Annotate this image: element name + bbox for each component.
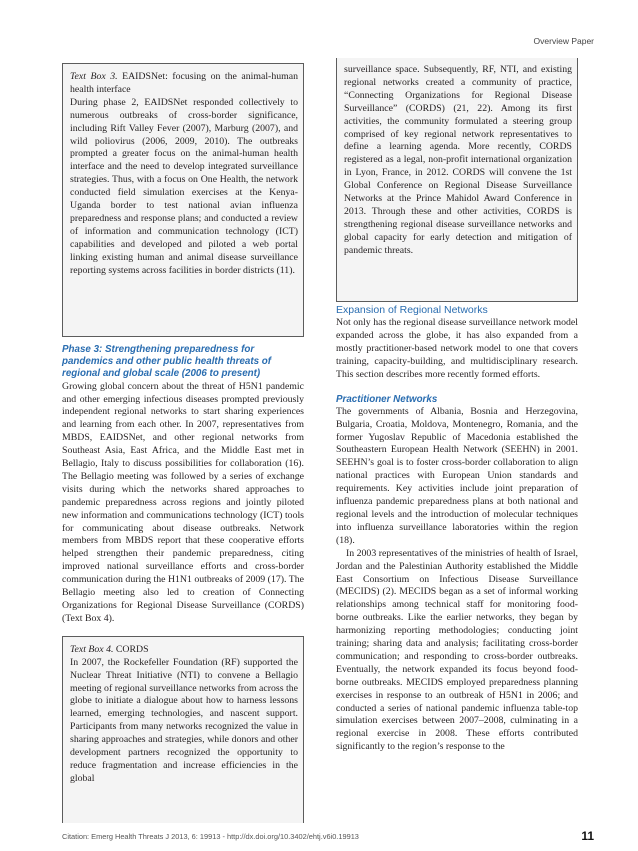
running-header: Overview Paper: [533, 36, 594, 46]
text-box-4-title: [70, 644, 298, 657]
text-box-4-title-text: CORDS: [113, 643, 149, 655]
phase3-paragraph: Growing global concern about the threat of H5N1 pandemic and other emerging infectious diseases prompted previously independent regional networks to start sharing experiences and learning from each other. In 2007, representatives from MBDS, EAIDSNet, and other regional networks from Southeast Asia, East Africa, and the Middle East met in Bellagio, Italy to discuss possibilities for collaboration (16). The Bellagio meeting was followed by a series of exchange visits during which the networks shared approaches to pandemic preparedness across regions and jointly piloted new information and communications technology (ICT) tools for communicating about disease outbreaks. Network members from MBDS report that these cooperative efforts helped strengthen their pandemic preparedness, citing improved national surveillance efforts and cross-border communication during the H1N1 outbreaks of 2009 (17). The Bellagio meeting also led to creation of Connecting Organizations for Regional Disease Surveillance (CORDS) (Text Box 4).: [62, 380, 304, 624]
practitioner-paragraph-1: The governments of Albania, Bosnia and Herzegovina, Bulgaria, Croatia, Moldova, Montenegro, Romania, and the former Yugoslav Republic of Macedonia established the Southeastern European Health Network (SEEHN) in 2001. SEEHN’s goal is to foster cross-border collaboration to align national practices with European Union standards and requirements. Key activities include joint preparation of influenza pandemic preparedness plans at both national and regional levels and the introduction of molecular techniques into influenza surveillance laboratories within the region (18).: [336, 405, 578, 546]
practitioner-paragraph-2: In 2003 representatives of the ministries of health of Israel, Jordan and the Palestinian Authority established the Middle East Consortium on Infectious Disease Surveillance (MECIDS) (2). MECIDS began as a set of informal working relationships among technical staff for monitoring food-borne outbreaks. Like the earlier networks, they began by harmonizing reporting methodologies; conducting joint training; sharing data and analysis; facilitating cross-border communication; and responding to cross-border outbreaks. Eventually, the network expanded its focus beyond food-borne outbreaks. MECIDS employed preparedness planning exercises in response to an outbreak of H5N1 in 2006; and conducted a series of national pandemic influenza table-top simulation exercises between 2007–2008, culminating in a regional exercise in 2008. These efforts contributed significantly to the region’s response to the: [336, 547, 578, 753]
text-box-4-body: In 2007, the Rockefeller Foundation (RF) supported the Nuclear Threat Initiative (NTI) to convene a Bellagio meeting of regional surveillance networks from across the globe to initiate a dialogue about how to harness lessons learned, emerging technologies, and nascent support. Participants from many networks recognized the value in sharing approaches and strategies, while donors and other development partners recognized the opportunity to reduce fragmentation and increase efficiencies in the global: [70, 656, 298, 784]
practitioner-heading: Practitioner Networks: [336, 393, 438, 405]
text-box-3-label: Text Box 3.: [70, 71, 118, 82]
text-box-4: [62, 636, 304, 823]
text-box-3-body: During phase 2, EAIDSNet responded collectively to numerous outbreaks of cross-border significance, including Rift Valley Fever (2007), Marburg (2007), and wild poliovirus (2006, 2009, 2010). The outbreaks prompted a greater focus on the animal-human health interface and the need to develop integrated surveillance strategies. Thus, with a focus on One Health, the network conducted field simulation exercises at the Kenya-Uganda border to test national avian influenza preparedness and response plans; and conducted a review of information and communication technology (ICT) capabilities and developed and piloted a web portal linking existing human and animal disease surveillance reporting systems across facilities in border districts (11).: [70, 96, 298, 276]
page-number: 11: [581, 829, 594, 843]
right-column: [336, 63, 578, 754]
citation-line: Citation: Emerg Health Threats J 2013, 6: 19913 - http://dx.doi.org/10.3402/ehtj.v6i0.19913: [62, 832, 359, 841]
text-box-4-continuation: surveillance space. Subsequently, RF, NTI, and existing regional networks created a community of practice, “Connecting Organizations for Regional Disease Surveillance” (CORDS) (21, 22). Among its first activities, the community formulated a steering group comprised of key regional network representatives to define a learning agenda. More recently, CORDS registered as a legal, non-profit international organization in Lyon, France, in 2012. CORDS will convene the 1st Global Conference on Regional Disease Surveillance Networks at the Prince Mahidol Award Conference in 2013. Through these and other activities, CORDS is strengthening regional disease surveillance networks and global capacity for early detection and mitigation of pandemic threats.: [344, 64, 572, 256]
expansion-heading: Expansion of Regional Networks: [336, 304, 488, 316]
phase3-heading: Phase 3: Strengthening preparedness for pandemics and other public health threats of regional and global scale (2006 to present): [62, 344, 272, 380]
left-column: [62, 63, 304, 823]
text-box-4-continued: [336, 58, 578, 302]
text-box-3: [62, 63, 304, 337]
text-box-3-title-text: EAIDSNet: focusing on the animal-human health interface: [70, 71, 298, 95]
text-box-3-title: [70, 71, 298, 97]
text-box-4-label: Text Box 4.: [70, 643, 114, 655]
expansion-paragraph: Not only has the regional disease surveillance network model expanded across the globe, it has also expanded from a mostly practitioner-based network model to one that covers training, capacity-building, and multidisciplinary research. This section describes more recently formed efforts.: [336, 317, 578, 380]
